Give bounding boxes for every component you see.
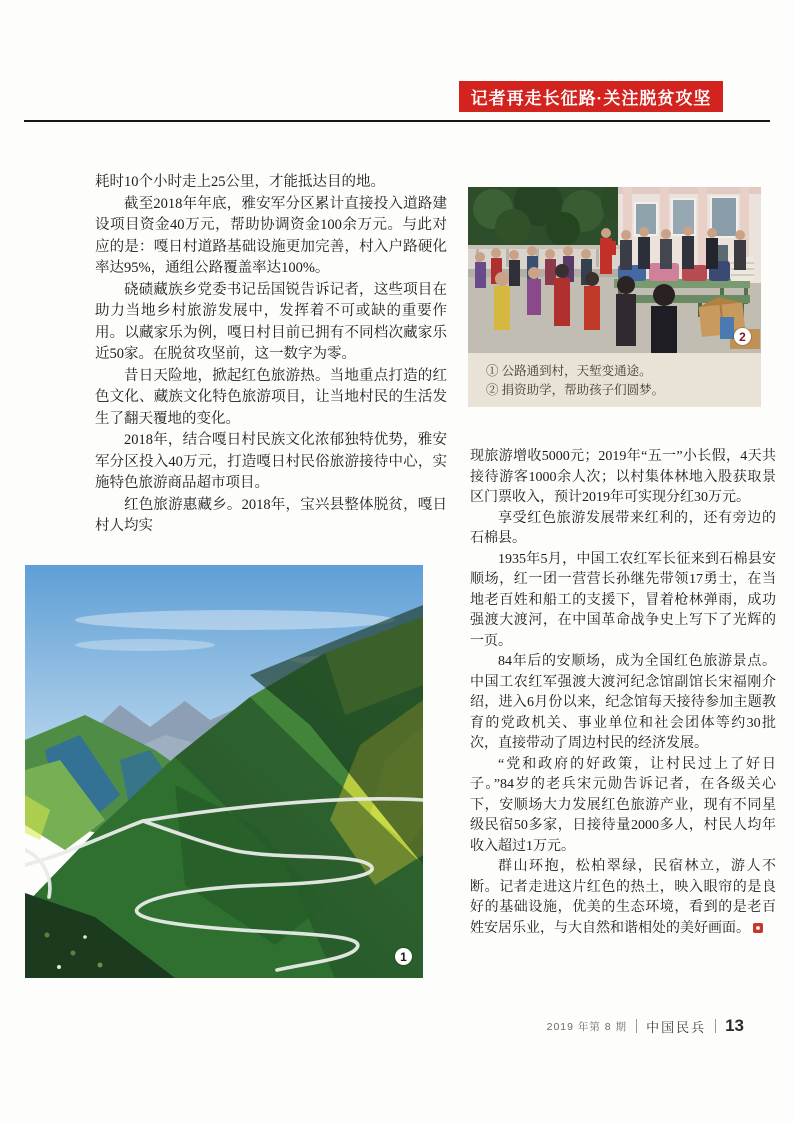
paragraph: 2018年，结合嘎日村民族文化浓郁独特优势，雅安军分区投入40万元，打造嘎日村民俗旅游接待中心，实施特色旅游商品超市项目。 <box>95 432 447 491</box>
paragraph: 红色旅游惠藏乡。2018年，宝兴县整体脱贫，嘎日村人均实 <box>95 496 447 534</box>
paragraph: 昔日天险地，掀起红色旅游热。当地重点打造的红色文化、藏族文化特色旅游项目，让当地村民的生活发生了翻天覆地的变化。 <box>95 367 447 427</box>
left-text-column <box>95 172 447 538</box>
paragraph: 享受红色旅游发展带来红利的，还有旁边的石棉县。 <box>470 510 776 546</box>
photo-captions <box>468 353 761 407</box>
section-banner-label: 记者再走长征路·关注脱贫攻坚 <box>470 89 712 108</box>
magazine-title: 中国民兵 <box>646 1019 707 1035</box>
article-end-seal-icon <box>753 923 763 933</box>
paragraph: 现旅游增收5000元；2019年“五一”小长假，4天共接待游客1000余人次；以村集体林地入股获取景区门票收入，预计2019年可实现分红30万元。 <box>470 449 776 505</box>
paragraph: 耗时10个小时走上25公里，才能抵达目的地。 <box>95 174 385 190</box>
photo-mountain-road <box>25 565 423 978</box>
paragraph: 84年后的安顺场，成为全国红色旅游景点。中国工农红军强渡大渡河纪念馆副馆长宋福刚介绍，进入6月份以来，纪念馆每天接待参加主题教育的党政机关、事业单位和社会团体等约30批次，直接带动了周边村民的经济发展。 <box>470 654 776 751</box>
caption-2: ② 捐资助学，帮助孩子们圆梦。 <box>486 383 665 397</box>
right-text-column <box>470 447 776 939</box>
footer-divider <box>715 1019 716 1033</box>
paragraph: “党和政府的好政策，让村民过上了好日子。”84岁的老兵宋元勋告诉记者，在各级关心下，安顺场大力发展红色旅游产业，现有不同星级民宿50多家，日接待量2000多人，村民人均年收入超过1万元。 <box>470 756 776 854</box>
section-banner <box>459 81 723 112</box>
photo-1-illustration <box>25 565 423 978</box>
photo-2-illustration <box>468 187 761 353</box>
paragraph-last <box>470 857 776 939</box>
footer-divider <box>636 1019 637 1033</box>
paragraph: 1935年5月，中国工农红军长征来到石棉县安顺场，红一团一营营长孙继先带领17勇士，在当地老百姓和船工的支援下，冒着枪林弹雨，成功强渡大渡河，在中国革命战争史上写下了光辉的一页。 <box>470 551 776 649</box>
paragraph: 截至2018年年底，雅安军分区累计直接投入道路建设项目资金40万元，帮助协调资金100余万元。与此对应的是：嘎日村道路基础设施更加完善，村入户路硬化率达95%，通组公路覆盖率达100%。 <box>95 195 447 276</box>
caption-1: ① 公路通到村，天堑变通途。 <box>486 364 652 378</box>
photo-1-number-badge <box>395 948 412 965</box>
photo-2-number: 2 <box>739 329 746 344</box>
photo-1-number: 1 <box>400 949 407 964</box>
page-number: 13 <box>725 1016 744 1035</box>
paragraph: 硗碛藏族乡党委书记岳国锐告诉记者，这些项目在助力当地乡村旅游发展中，发挥着不可或缺的重要作用。以藏家乐为例，嘎日村目前已拥有不同档次藏家乐近50家。在脱贫攻坚前，这一数字为零。 <box>95 281 447 362</box>
paragraph-last-text: 群山环抱，松柏翠绿，民宿林立，游人不断。记者走进这片红色的热土，映入眼帘的是良好的基础设施，优美的生态环境，看到的是老百姓安居乐业，与大自然和谐相处的美好画面。 <box>470 859 776 936</box>
photo-donation-ceremony <box>468 187 761 353</box>
photo-2-number-badge <box>734 328 751 345</box>
page-footer <box>547 1016 744 1036</box>
header-rule <box>24 120 770 122</box>
issue-label: 2019 年第 8 期 <box>546 1020 628 1033</box>
